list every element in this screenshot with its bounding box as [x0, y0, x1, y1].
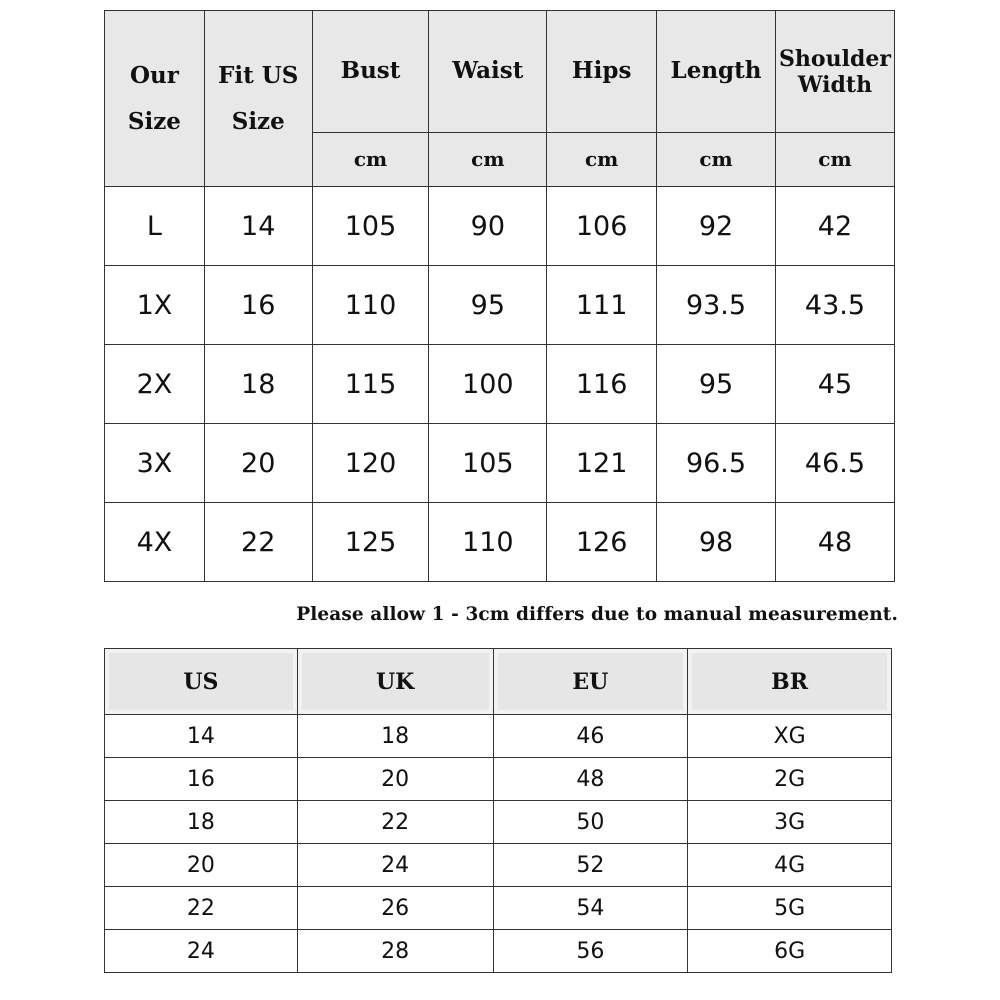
- conversion-table-cell: 24: [105, 930, 298, 973]
- unit-length: cm: [657, 133, 776, 187]
- conversion-table-cell: 4G: [688, 844, 892, 887]
- size-table-cell: 95: [657, 345, 776, 424]
- size-table-cell: 20: [204, 424, 312, 503]
- size-table-cell: 106: [547, 187, 657, 266]
- size-table-cell: 100: [429, 345, 547, 424]
- size-table-cell: 115: [312, 345, 429, 424]
- conversion-table-cell: 26: [297, 887, 493, 930]
- conversion-table-cell: 50: [493, 801, 688, 844]
- size-table-cell: 46.5: [775, 424, 894, 503]
- header-bust: Bust: [312, 11, 429, 133]
- conversion-table-cell: 46: [493, 715, 688, 758]
- conversion-table-cell: 20: [105, 844, 298, 887]
- size-table-cell: 42: [775, 187, 894, 266]
- unit-shoulder-width: cm: [775, 133, 894, 187]
- conversion-table-cell: 3G: [688, 801, 892, 844]
- conversion-table-cell: 24: [297, 844, 493, 887]
- conversion-table-cell: 28: [297, 930, 493, 973]
- size-table-row: [105, 345, 895, 424]
- size-table-cell: 105: [312, 187, 429, 266]
- header-fit-us-size: Fit US Size: [204, 11, 312, 187]
- header-hips: Hips: [547, 11, 657, 133]
- size-table-cell: 48: [775, 503, 894, 582]
- size-table-cell: 43.5: [775, 266, 894, 345]
- size-table-row: [105, 503, 895, 582]
- size-table-cell: 92: [657, 187, 776, 266]
- conversion-table-cell: 20: [297, 758, 493, 801]
- conversion-table-cell: 54: [493, 887, 688, 930]
- header-us: US: [105, 649, 298, 715]
- conversion-table-cell: 2G: [688, 758, 892, 801]
- header-eu: EU: [493, 649, 688, 715]
- size-table-cell: 96.5: [657, 424, 776, 503]
- header-waist: Waist: [429, 11, 547, 133]
- conversion-table-cell: 18: [297, 715, 493, 758]
- size-table-cell: 111: [547, 266, 657, 345]
- conversion-table-cell: 14: [105, 715, 298, 758]
- size-conversion-table: [104, 648, 892, 973]
- conversion-table-cell: 52: [493, 844, 688, 887]
- size-table-cell: 4X: [105, 503, 205, 582]
- size-table-cell: 18: [204, 345, 312, 424]
- conversion-table-cell: 22: [297, 801, 493, 844]
- size-table-cell: 116: [547, 345, 657, 424]
- header-shoulder-width: Shoulder Width: [775, 11, 894, 133]
- size-table-cell: 45: [775, 345, 894, 424]
- conversion-table-row: [105, 930, 892, 973]
- size-table-row: [105, 266, 895, 345]
- size-table-cell: L: [105, 187, 205, 266]
- conversion-table-row: [105, 801, 892, 844]
- size-table-cell: 2X: [105, 345, 205, 424]
- size-table-row: [105, 424, 895, 503]
- size-table-cell: 93.5: [657, 266, 776, 345]
- size-table-cell: 95: [429, 266, 547, 345]
- conversion-table-cell: 6G: [688, 930, 892, 973]
- size-table-cell: 126: [547, 503, 657, 582]
- conversion-table-cell: 16: [105, 758, 298, 801]
- header-our-size: Our Size: [105, 11, 205, 187]
- conversion-table-cell: 48: [493, 758, 688, 801]
- size-table-cell: 1X: [105, 266, 205, 345]
- size-table-cell: 14: [204, 187, 312, 266]
- conversion-table-row: [105, 715, 892, 758]
- size-table-cell: 3X: [105, 424, 205, 503]
- conversion-table-row: [105, 844, 892, 887]
- size-table-row: [105, 187, 895, 266]
- header-uk: UK: [297, 649, 493, 715]
- size-table-cell: 22: [204, 503, 312, 582]
- conversion-table-cell: 5G: [688, 887, 892, 930]
- size-table-cell: 16: [204, 266, 312, 345]
- unit-hips: cm: [547, 133, 657, 187]
- conversion-header-row: [105, 649, 892, 715]
- unit-waist: cm: [429, 133, 547, 187]
- size-table-cell: 120: [312, 424, 429, 503]
- conversion-table-cell: XG: [688, 715, 892, 758]
- size-table-cell: 90: [429, 187, 547, 266]
- size-table-cell: 110: [312, 266, 429, 345]
- conversion-table-row: [105, 887, 892, 930]
- size-table-cell: 125: [312, 503, 429, 582]
- conversion-table-cell: 56: [493, 930, 688, 973]
- size-table-cell: 98: [657, 503, 776, 582]
- unit-bust: cm: [312, 133, 429, 187]
- size-table-cell: 121: [547, 424, 657, 503]
- header-length: Length: [657, 11, 776, 133]
- conversion-table-cell: 22: [105, 887, 298, 930]
- header-br: BR: [688, 649, 892, 715]
- size-table-header-row: [105, 11, 895, 133]
- conversion-table-cell: 18: [105, 801, 298, 844]
- size-chart-table: [104, 10, 895, 582]
- size-table-cell: 105: [429, 424, 547, 503]
- measurement-note: Please allow 1 - 3cm differs due to manual measurement.: [296, 604, 898, 625]
- conversion-table-row: [105, 758, 892, 801]
- size-table-cell: 110: [429, 503, 547, 582]
